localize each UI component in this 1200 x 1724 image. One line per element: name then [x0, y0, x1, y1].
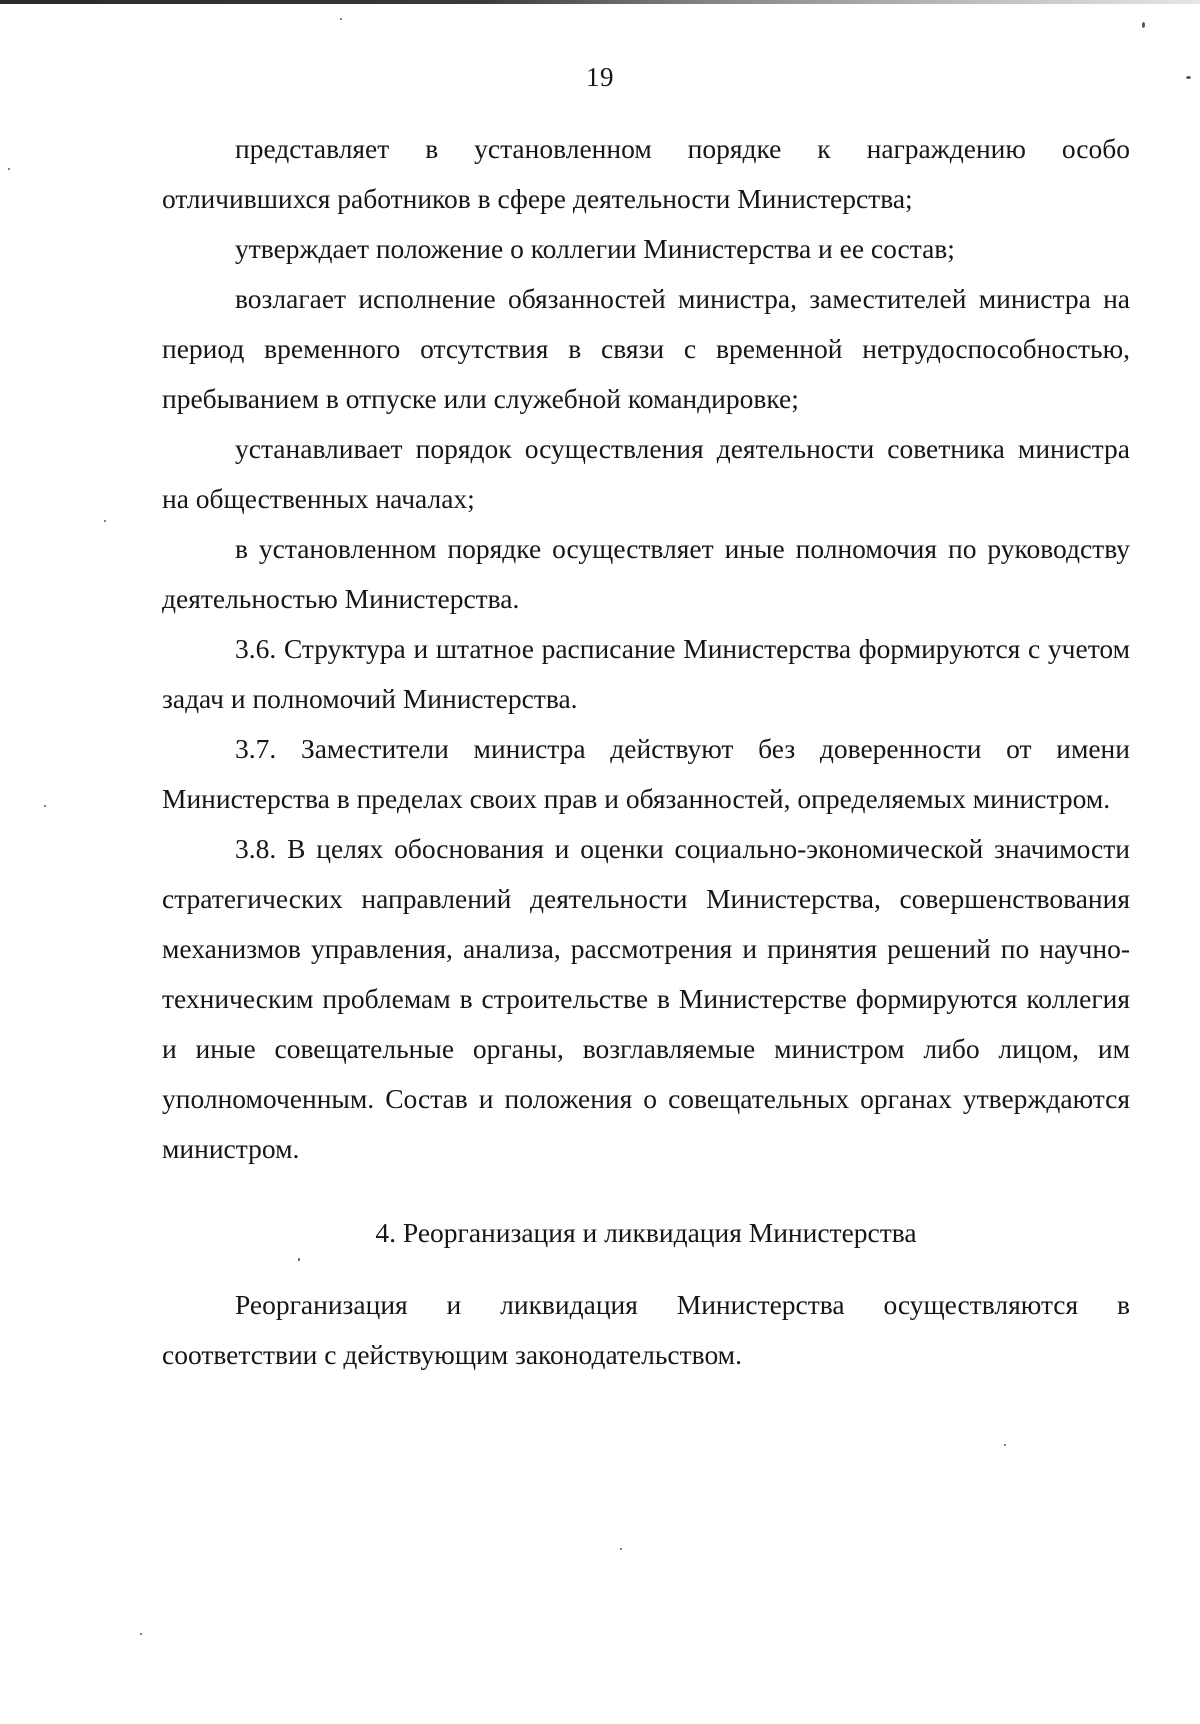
paragraph-duty-assignment: возлагает исполнение обязанностей министра, заместителей министра на период временного отсутствия в связи с временной нетрудоспособностью, пребыванием в отпуске или служебной командировке; [162, 283, 1130, 414]
paragraph-3-8: 3.8. В целях обоснования и оценки социально-экономической значимости стратегических направлений деятельности Министерства, совершенствования механизмов управления, анализа, рассмотрения и принятия решений по научно-техническим проблемам в строительстве в Министерстве формируются коллегия и иные совещательные органы, возглавляемые министром либо лицом, им уполномоченным. Состав и положения о совещательных органах утверждаются министром. [162, 833, 1130, 1164]
paragraph-reorganization: Реорганизация и ликвидация Министерства осуществляются в соответствии с действующим законодательством. [162, 1289, 1130, 1370]
scan-speck [1142, 22, 1145, 28]
paragraph-3-6: 3.6. Структура и штатное расписание Министерства формируются с учетом задач и полномочий Министерства. [162, 633, 1130, 714]
paragraph-other-powers: в установленном порядке осуществляет иные полномочия по руководству деятельностью Министерства. [162, 533, 1130, 614]
scan-edge-rule [0, 0, 1200, 4]
scan-speck [104, 520, 106, 522]
scan-speck [298, 1258, 300, 1261]
paragraph-collegium-regulation: утверждает положение о коллегии Министерства и ее состав; [235, 233, 955, 264]
scan-speck [44, 805, 46, 807]
scan-speck [1186, 76, 1191, 79]
page-number: 19 [586, 62, 614, 92]
document-body [162, 124, 1130, 1380]
scan-speck [340, 18, 342, 20]
scan-speck [8, 168, 10, 170]
scan-speck [140, 1633, 142, 1635]
section-heading: 4. Реорганизация и ликвидация Министерства [375, 1217, 917, 1248]
scan-speck [620, 1548, 622, 1550]
paragraph-advisor-procedure: устанавливает порядок осуществления деятельности советника министра на общественных началах; [162, 433, 1130, 514]
scan-speck [1004, 1444, 1006, 1446]
paragraph-awarding: представляет в установленном порядке к награждению особо отличившихся работников в сфере деятельности Министерства; [162, 133, 1130, 214]
paragraph-3-7: 3.7. Заместители министра действуют без доверенности от имени Министерства в пределах своих прав и обязанностей, определяемых министром. [162, 733, 1130, 814]
